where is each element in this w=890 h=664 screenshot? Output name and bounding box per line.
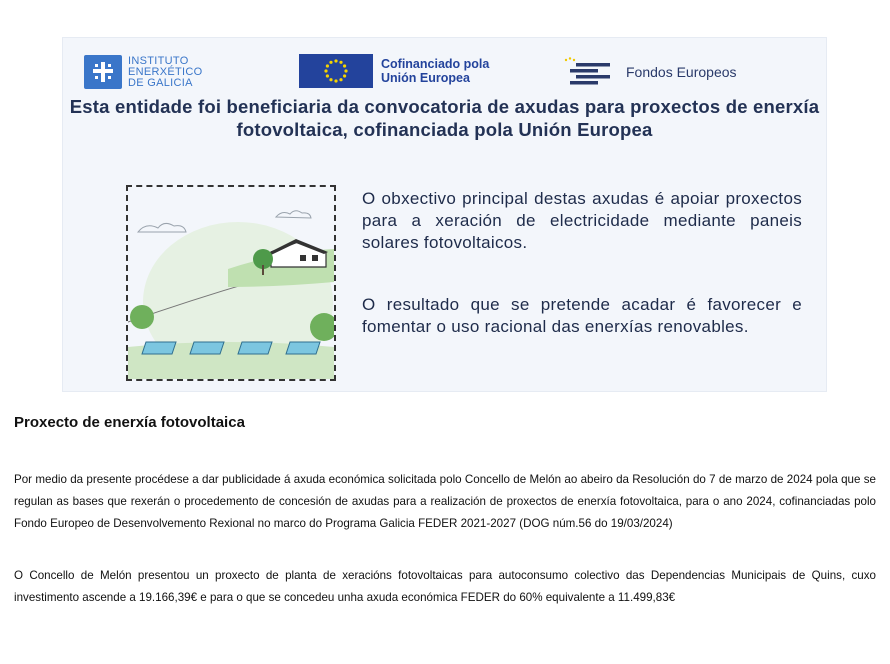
body-paragraph: O Concello de Melón presentou un proxecto de planta de xeracións fotovoltaicas para autoconsumo colectivo das Dependencias Municipais de Quins, cuxo investimento ascende a 19.166,39€ e para o que se concedeu unha axuda económica FEDER do 60% equivalente a 11.499,83€ xyxy=(14,569,876,604)
xunta-cross-icon xyxy=(84,55,122,89)
solar-illustration xyxy=(126,185,336,381)
poster-objective-text: O obxectivo principal destas axudas é apoiar proxectos para a xeración de electricidade mediante paneis solares fotovoltaicos. xyxy=(362,189,802,252)
eu-logo-text: Cofinanciado pola Unión Europea xyxy=(381,57,490,85)
inega-logo-text: INSTITUTO ENERXÉTICO DE GALICIA xyxy=(128,54,203,89)
eu-logo xyxy=(299,54,541,88)
inega-logo xyxy=(84,55,248,89)
body-paragraph: Por medio da presente procédese a dar publicidade á axuda económica solicitada polo Concello de Melón ao abeiro da Resolución do 7 de marzo de 2024 pola que se regulan as bases que rexerán o procedemento de concesión de axudas para a realización de proxectos de enerxía fotovoltaica, para o ano 2024, cofinanciadas polo Fondo Europeo de Desenvolvemento Rexional no marco do Programa Galicia FEDER 2021-2027 (DOG núm.56 do 19/03/2024) xyxy=(14,473,876,530)
poster-title: Esta entidade foi beneficiaria da convocatoria de axudas para proxectos de enerxía fotovoltaica, cofinanciada pola Unión Europea xyxy=(69,96,820,140)
fondos-europeos-logo xyxy=(562,57,737,87)
fondos-europeos-icon xyxy=(562,57,614,87)
section-heading: Proxecto de enerxía fotovoltaica xyxy=(14,414,245,431)
poster-result-text: O resultado que se pretende acadar é favorecer e fomentar o uso racional das enerxías renovables. xyxy=(362,295,802,336)
poster-image xyxy=(62,37,827,392)
fondos-europeos-text: Fondos Europeos xyxy=(626,64,737,80)
eu-flag-icon xyxy=(299,54,373,88)
logo-row xyxy=(62,51,827,91)
